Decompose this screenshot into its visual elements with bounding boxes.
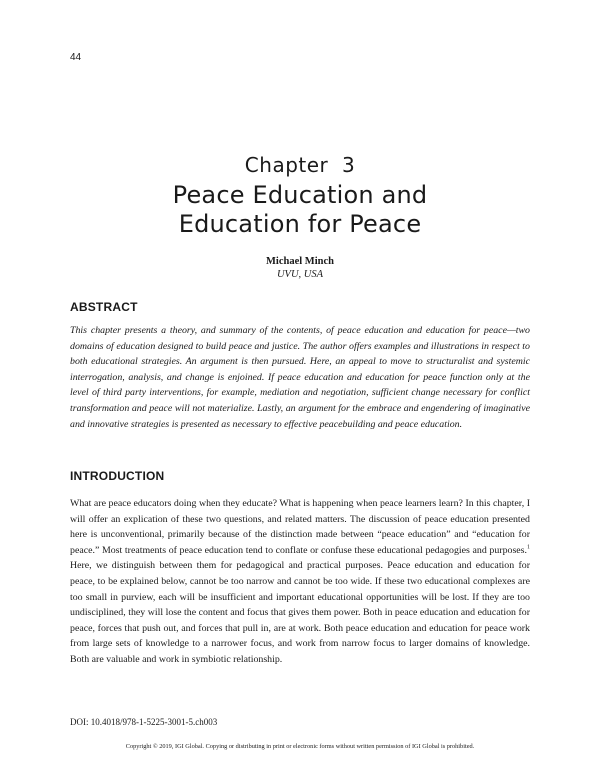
author-block: [0, 255, 600, 281]
copyright-notice: Copyright © 2019, IGI Global. Copying or distributing in print or electronic forms without written permission of IGI Global is prohibited.: [125, 743, 475, 750]
page-number: 44: [70, 52, 82, 63]
doi-line: DOI: 10.4018/978-1-5225-3001-5.ch003: [70, 717, 218, 727]
abstract-heading: ABSTRACT: [70, 300, 138, 314]
chapter-title: [0, 181, 600, 239]
author-name: Michael Minch: [266, 256, 334, 267]
introduction-heading: INTRODUCTION: [70, 469, 165, 483]
introduction-text-part-2: Here, we distinguish between them for pedagogical and practical purposes. Peace education and education for peace, to be explained below, cannot be too narrow and cannot be too wide. If these two educational complexes are too small in purview, each will be insufficient and important educational opportunities will be lost. If they are too undisciplined, they will lose the content and focus that gives them power. Both in peace education and education for peace, forces that push out, and forces that pull in, are at work. Both peace education and education for peace work from large sets of knowledge to a narrower focus, and work from narrow focus to larger domains of knowledge. Both are valuable and work in symbiotic relationship.: [70, 560, 530, 665]
abstract-text: This chapter presents a theory, and summary of the contents, of peace education and education for peace—two domains of education designed to build peace and justice. The author offers examples and illustrations in respect to both educational strategies. An argument is then pursued. Here, an appeal to move to structuralist and systemic interrogation, analysis, and change is enjoined. If peace education and education for peace function only at the level of third party interventions, for example, mediation and negotiation, sufficient change necessary for conflict transformation and peace will not materialize. Lastly, an argument for the embrace and engendering of imaginative and innovative strategies is presented as necessary to effective peacebuilding and peace education.: [70, 325, 530, 430]
introduction-text-part-1: What are peace educators doing when they educate? What is happening when peace learners learn? In this chapter, I will offer an explication of these two questions, and related matters. The discussion of peace education presented here is unconventional, primarily because of the distinction made between “peace education” and “education for peace.” Most treatments of peace education tend to conflate or confuse these educational pedagogies and purposes.: [70, 498, 530, 556]
chapter-title-line-2: Education for Peace: [178, 210, 422, 238]
author-affiliation: UVU, USA: [276, 269, 324, 280]
introduction-paragraph: [70, 496, 530, 668]
chapter-label: Chapter 3: [244, 153, 356, 177]
footnote-marker: 1: [527, 544, 530, 551]
chapter-title-line-1: Peace Education and: [172, 181, 428, 209]
